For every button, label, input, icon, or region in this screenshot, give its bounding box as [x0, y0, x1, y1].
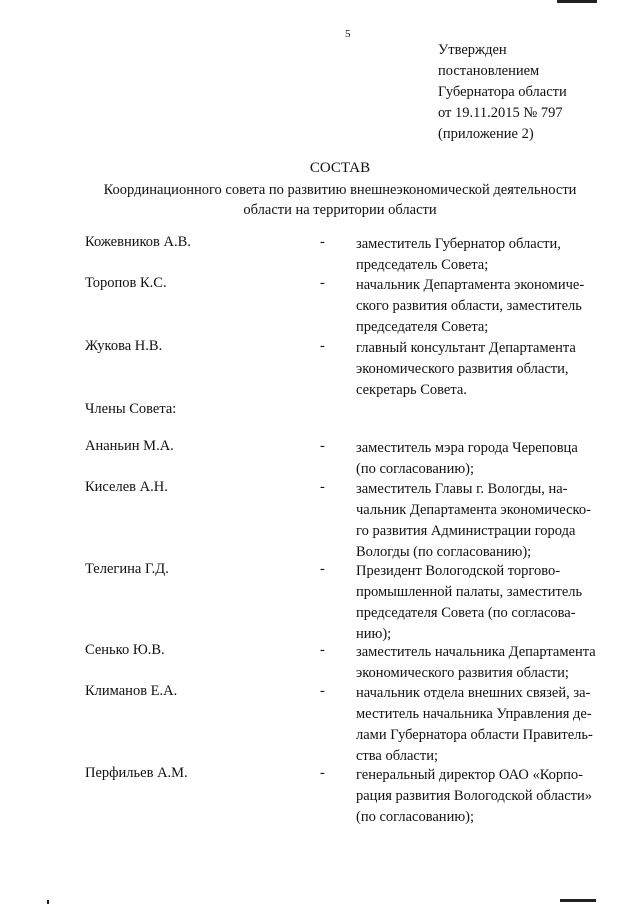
member-role [356, 438, 618, 480]
role-line: экономического развития области; [356, 665, 569, 681]
separator-dash: - [320, 642, 325, 658]
document-subtitle [0, 180, 640, 220]
role-line: ства области; [356, 748, 438, 764]
member-name: Жукова Н.В. [85, 338, 163, 354]
separator-dash: - [320, 561, 325, 577]
member-name: Киселев А.Н. [85, 479, 168, 495]
role-line: заместитель начальника Департамента [356, 644, 596, 660]
role-line: начальник отдела внешних связей, за- [356, 685, 591, 701]
member-role [356, 234, 618, 276]
role-line: председателя Совета; [356, 319, 489, 335]
approval-line: от 19.11.2015 № 797 [438, 105, 563, 121]
role-line: го развития Администрации города [356, 523, 576, 539]
role-line: генеральный директор ОАО «Корпо- [356, 767, 584, 783]
approval-line: Утвержден [438, 42, 507, 58]
separator-dash: - [320, 765, 325, 781]
role-line: экономического развития области, [356, 361, 569, 377]
role-line: чальник Департамента экономическо- [356, 502, 591, 518]
scan-artifact [560, 899, 596, 902]
member-name: Ананьин М.А. [85, 438, 174, 454]
separator-dash: - [320, 683, 325, 699]
role-line: заместитель Губернатор области, [356, 236, 561, 252]
member-role [356, 561, 618, 645]
member-name: Кожевников А.В. [85, 234, 191, 250]
approval-line: Губернатора области [438, 84, 567, 100]
role-line: (по согласованию); [356, 809, 475, 825]
member-role [356, 479, 618, 563]
role-line: председатель Совета; [356, 257, 489, 273]
members-label: Члены Совета: [85, 401, 177, 417]
role-line: заместитель Главы г. Вологды, на- [356, 481, 568, 497]
separator-dash: - [320, 275, 325, 291]
role-line: рация развития Вологодской области» [356, 788, 593, 804]
role-line: Президент Вологодской торгово- [356, 563, 561, 579]
member-name: Перфильев А.М. [85, 765, 188, 781]
separator-dash: - [320, 234, 325, 250]
approval-stamp [438, 40, 567, 145]
member-role [356, 642, 618, 684]
separator-dash: - [320, 479, 325, 495]
member-role [356, 765, 618, 828]
role-line: меститель начальника Управления де- [356, 706, 592, 722]
role-line: лами Губернатора области Правитель- [356, 727, 593, 743]
member-name: Торопов К.С. [85, 275, 167, 291]
scan-artifact [47, 900, 49, 904]
role-line: начальник Департамента экономиче- [356, 277, 585, 293]
document-title: СОСТАВ [309, 160, 371, 176]
scan-artifact [557, 0, 597, 3]
role-line: ского развития области, заместитель [356, 298, 582, 314]
approval-line: (приложение 2) [438, 126, 534, 142]
role-line: заместитель мэра города Череповца [356, 440, 578, 456]
member-role [356, 683, 618, 767]
member-name: Климанов Е.А. [85, 683, 178, 699]
role-line: председателя Совета (по согласова- [356, 605, 576, 621]
member-role [356, 275, 618, 338]
member-name: Сенько Ю.В. [85, 642, 165, 658]
subtitle-line: области на территории области [243, 202, 437, 218]
separator-dash: - [320, 338, 325, 354]
separator-dash: - [320, 438, 325, 454]
role-line: секретарь Совета. [356, 382, 467, 398]
approval-line: постановлением [438, 63, 540, 79]
role-line: нию); [356, 626, 392, 642]
page-number: 5 [345, 28, 351, 40]
subtitle-line: Координационного совета по развитию внешнеэкономической деятельности [103, 182, 577, 198]
role-line: Вологды (по согласованию); [356, 544, 532, 560]
role-line: промышленной палаты, заместитель [356, 584, 583, 600]
role-line: главный консультант Департамента [356, 340, 576, 356]
role-line: (по согласованию); [356, 461, 475, 477]
member-role [356, 338, 618, 401]
member-name: Телегина Г.Д. [85, 561, 169, 577]
